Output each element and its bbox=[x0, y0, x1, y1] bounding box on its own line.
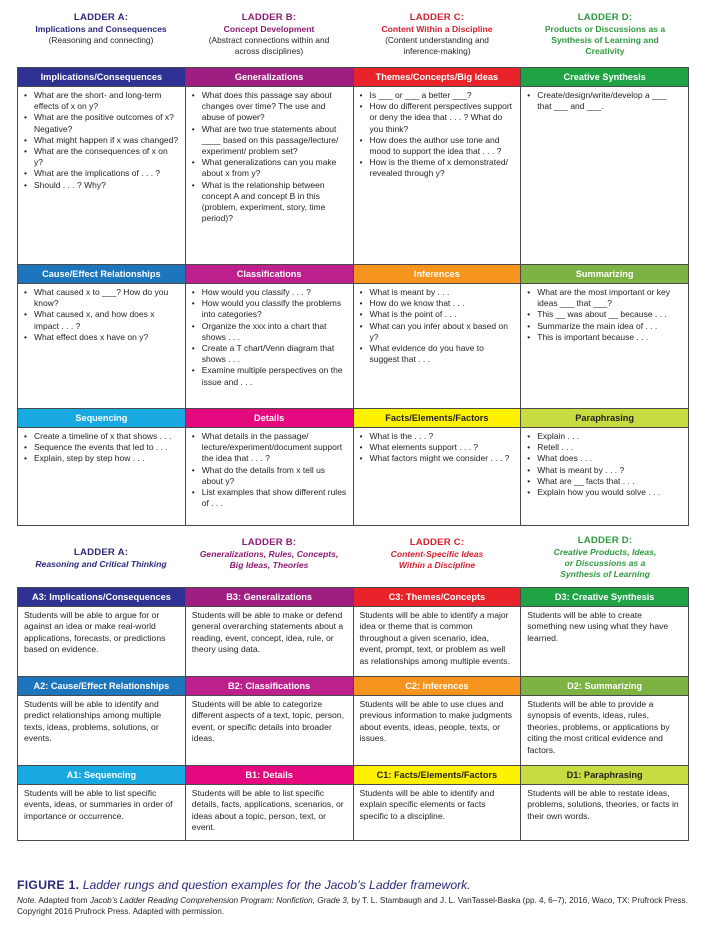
question-item: • What effect does x have on y? bbox=[24, 332, 179, 343]
question-item: • How would you classify . . . ? bbox=[192, 287, 347, 298]
ladder-description: (Content understanding and inference-making) bbox=[385, 35, 489, 56]
ladder-description: (Reasoning and connecting) bbox=[48, 35, 154, 45]
question-item: • What are the short- and long-term effects of x on y? bbox=[24, 90, 179, 112]
question-item: • What are the implications of . . . ? bbox=[24, 168, 179, 179]
ladder-subtitle: Creative Products, Ideas, or Discussions as a Synthesis of Learning bbox=[553, 547, 657, 579]
question-item: • Is ___ or ___ a better ___? bbox=[360, 90, 515, 101]
rung-header: C1: Facts/Elements/Factors bbox=[353, 766, 521, 785]
question-item: • What are two true statements about ____ based on this passage/lecture/ experiment/ problem set? bbox=[192, 124, 347, 158]
question-item: • How do we know that . . . bbox=[360, 298, 515, 309]
rung-header: B1: Details bbox=[185, 766, 353, 785]
ladder-title: LADDER C: bbox=[409, 12, 465, 23]
question-item: • Create/design/write/develop a ___ that ___ and ___. bbox=[527, 90, 682, 112]
objective-cell bbox=[18, 785, 186, 841]
ladder-d-heading bbox=[521, 10, 689, 57]
question-item: • List examples that show different rules of . . . bbox=[192, 487, 347, 509]
ladder-title: LADDER A: bbox=[73, 547, 129, 558]
objective-cell bbox=[353, 607, 521, 677]
question-item: • This __ was about __ because . . . bbox=[527, 309, 682, 320]
question-item: • What details in the passage/ lecture/experiment/document support the idea that . . . ? bbox=[192, 431, 347, 465]
question-item: • What might happen if x was changed? bbox=[24, 135, 179, 146]
objective-text: Students will be able to identify a major idea or theme that is common throughout a given scenario, idea, event, prompt, text, or problem as well as relationships among multiple events. bbox=[359, 610, 510, 666]
ladder-title: LADDER C: bbox=[409, 537, 465, 548]
note-text: by T. L. Stambaugh and J. L. VanTassel-Baska (pp. 4, 6–7), 2016, Waco, TX: Prufrock Press. Copyright 2016 Prufrock Press. Adapted with permission. bbox=[17, 896, 688, 916]
ladder-subtitle: Reasoning and Critical Thinking bbox=[35, 559, 167, 569]
objective-cell bbox=[353, 785, 521, 841]
rung-header: Generalizations bbox=[185, 68, 353, 87]
objective-text: Students will be able to list specific events, ideas, or summaries in order of importance or occurrence. bbox=[24, 788, 173, 821]
objective-text: Students will be able to provide a synopsis of events, ideas, rules, theories, problems, or applications by citing the most critical evidence and factors. bbox=[527, 699, 670, 755]
question-cell bbox=[185, 284, 353, 409]
objective-cell bbox=[353, 696, 521, 766]
question-cell bbox=[185, 428, 353, 526]
question-item: • Should . . . ? Why? bbox=[24, 180, 179, 191]
question-cell bbox=[185, 87, 353, 265]
rung-header: Implications/Consequences bbox=[18, 68, 186, 87]
question-item: • Retell . . . bbox=[527, 442, 682, 453]
objective-cell bbox=[185, 785, 353, 841]
question-cell bbox=[521, 428, 689, 526]
rung-header: Creative Synthesis bbox=[521, 68, 689, 87]
question-cell bbox=[353, 87, 521, 265]
ladder-b-heading bbox=[185, 10, 353, 57]
caption-line bbox=[17, 878, 697, 893]
question-item: • What is meant by . . . bbox=[360, 287, 515, 298]
ladder-subtitle: Content Within a Discipline bbox=[381, 24, 493, 34]
question-item: • What does this passage say about changes over time? The use and abuse of power? bbox=[192, 90, 347, 124]
rung-header: Themes/Concepts/Big Ideas bbox=[353, 68, 521, 87]
objective-cell bbox=[185, 696, 353, 766]
question-item: • Create a T chart/Venn diagram that shows . . . bbox=[192, 343, 347, 365]
question-cell bbox=[521, 284, 689, 409]
rung-header: C3: Themes/Concepts bbox=[353, 588, 521, 607]
rung-header: Inferences bbox=[353, 265, 521, 284]
ladder-d-heading bbox=[521, 535, 689, 580]
objective-text: Students will be able to identify and explain specific elements or facts specific to a discipline. bbox=[359, 788, 495, 821]
question-item: • What do the details from x tell us about y? bbox=[192, 465, 347, 487]
question-item: • This is important because . . . bbox=[527, 332, 682, 343]
question-item: • Organize the xxx into a chart that shows . . . bbox=[192, 321, 347, 343]
question-item: • How does the author use tone and mood to support the idea that . . . ? bbox=[360, 135, 515, 157]
rung-header: Classifications bbox=[185, 265, 353, 284]
question-item: • What elements support . . . ? bbox=[360, 442, 515, 453]
rung-header: C2: Inferences bbox=[353, 677, 521, 696]
question-item: • What are the most important or key ideas ___ that ___? bbox=[527, 287, 682, 309]
objective-cell bbox=[521, 785, 689, 841]
rung-header: B3: Generalizations bbox=[185, 588, 353, 607]
objective-text: Students will be able to identify and predict relationships among multiple texts, ideas, problems, solutions, or events. bbox=[24, 699, 162, 744]
objective-text: Students will be able to make or defend general overarching statements about a reading, event, concept, idea, rule, or theory using data. bbox=[191, 610, 344, 655]
question-item: • How would you classify the problems into categories? bbox=[192, 298, 347, 320]
ladder-subtitle: Products or Discussions as a Synthesis of Learning and Creativity bbox=[544, 24, 666, 56]
rung-header: A2: Cause/Effect Relationships bbox=[18, 677, 186, 696]
question-cell bbox=[353, 428, 521, 526]
question-item: • Explain how you would solve . . . bbox=[527, 487, 682, 498]
question-item: • What generalizations can you make about x from y? bbox=[192, 157, 347, 179]
ladder-description: (Abstract connections within and across disciplines) bbox=[208, 35, 330, 56]
question-item: • What does . . . bbox=[527, 453, 682, 464]
ladder-c-heading bbox=[353, 10, 521, 57]
ladder-subtitle: Concept Development bbox=[223, 24, 315, 34]
question-item: • What caused x, and how does x impact . . . ? bbox=[24, 309, 179, 331]
ladder-title: LADDER A: bbox=[73, 12, 129, 23]
question-cell bbox=[521, 87, 689, 265]
question-item: • How do different perspectives support or deny the idea that . . . ? What do you think? bbox=[360, 101, 515, 135]
question-item: • What factors might we consider . . . ? bbox=[360, 453, 515, 464]
rung-header: Cause/Effect Relationships bbox=[18, 265, 186, 284]
objective-text: Students will be able to argue for or against an idea or make real-world applications, forecasts, or predictions based on evidence. bbox=[24, 610, 166, 655]
question-item: • What are the positive outcomes of x? Negative? bbox=[24, 112, 179, 134]
ladder-title: LADDER D: bbox=[577, 535, 633, 546]
objective-cell bbox=[521, 696, 689, 766]
ladder-title: LADDER B: bbox=[241, 12, 297, 23]
question-item: • How is the theme of x demonstrated/ revealed through y? bbox=[360, 157, 515, 179]
question-item: • What is the point of . . . bbox=[360, 309, 515, 320]
question-item: • What is the relationship between concept A and concept B in this (problem, experiment, story, time period)? bbox=[192, 180, 347, 225]
ladder-b-heading bbox=[185, 535, 353, 580]
objective-text: Students will be able to list specific details, facts, applications, scenarios, or ideas about a topic, person, text, or event. bbox=[191, 788, 344, 833]
objective-cell bbox=[521, 607, 689, 677]
rung-header: Facts/Elements/Factors bbox=[353, 409, 521, 428]
ladder-subtitle: Content-Specific Ideas Within a Discipline bbox=[390, 549, 484, 570]
question-item: • What caused x to ___? How do you know? bbox=[24, 287, 179, 309]
ladder-title: LADDER D: bbox=[577, 12, 633, 23]
question-cell bbox=[18, 428, 186, 526]
rung-header: B2: Classifications bbox=[185, 677, 353, 696]
ladder-c-heading bbox=[353, 535, 521, 580]
rung-header: Paraphrasing bbox=[521, 409, 689, 428]
objective-cell bbox=[18, 696, 186, 766]
figure-caption bbox=[17, 878, 697, 917]
question-item: • Examine multiple perspectives on the issue and . . . bbox=[192, 365, 347, 387]
question-item: • What are the consequences of x on y? bbox=[24, 146, 179, 168]
question-item: • Summarize the main idea of . . . bbox=[527, 321, 682, 332]
bottom-ladder-headings bbox=[17, 535, 689, 580]
question-cell bbox=[18, 284, 186, 409]
note-source-title: Jacob’s Ladder Reading Comprehension Program: Nonfiction, Grade 3, bbox=[89, 896, 350, 905]
objective-text: Students will be able to use clues and previous information to make judgments about events, ideas, people, texts, or issues. bbox=[359, 699, 512, 744]
rung-header: D2: Summarizing bbox=[521, 677, 689, 696]
source-note bbox=[17, 896, 697, 917]
note-text: Adapted from bbox=[36, 896, 90, 905]
rung-header: A1: Sequencing bbox=[18, 766, 186, 785]
objective-text: Students will be able to create something new using what they have learned. bbox=[527, 610, 669, 643]
question-item: • Sequence the events that led to . . . bbox=[24, 442, 179, 453]
question-cell bbox=[18, 87, 186, 265]
objective-text: Students will be able to restate ideas, problems, solutions, theories, or facts in their own words. bbox=[527, 788, 679, 821]
objective-cell bbox=[18, 607, 186, 677]
rung-header: D3: Creative Synthesis bbox=[521, 588, 689, 607]
rung-header: A3: Implications/Consequences bbox=[18, 588, 186, 607]
question-item: • What are __ facts that . . . bbox=[527, 476, 682, 487]
ladder-a-heading bbox=[17, 535, 185, 580]
question-item: • What is the . . . ? bbox=[360, 431, 515, 442]
rung-header: Details bbox=[185, 409, 353, 428]
ladder-a-heading bbox=[17, 10, 185, 57]
question-item: • Create a timeline of x that shows . . . bbox=[24, 431, 179, 442]
rung-header: Sequencing bbox=[18, 409, 186, 428]
question-item: • Explain . . . bbox=[527, 431, 682, 442]
objective-cell bbox=[185, 607, 353, 677]
question-item: • What evidence do you have to suggest that . . . bbox=[360, 343, 515, 365]
note-lead: Note. bbox=[17, 896, 37, 905]
top-ladder-headings bbox=[17, 10, 689, 57]
ladder-title: LADDER B: bbox=[241, 537, 297, 548]
question-examples-table bbox=[17, 67, 689, 526]
objective-text: Students will be able to categorize different aspects of a text, topic, person, event, or specific details into broader ideas. bbox=[191, 699, 344, 744]
question-cell bbox=[353, 284, 521, 409]
question-item: • What can you infer about x based on y? bbox=[360, 321, 515, 343]
figure-label: FIGURE 1. bbox=[17, 878, 80, 892]
question-item: • What is meant by . . . ? bbox=[527, 465, 682, 476]
ladder-subtitle: Generalizations, Rules, Concepts, Big Ideas, Theories bbox=[199, 549, 339, 570]
rung-header: D1: Paraphrasing bbox=[521, 766, 689, 785]
learning-objectives-table bbox=[17, 587, 689, 841]
ladder-subtitle: Implications and Consequences bbox=[35, 24, 167, 34]
caption-text: Ladder rungs and question examples for the Jacob’s Ladder framework. bbox=[82, 878, 471, 892]
rung-header: Summarizing bbox=[521, 265, 689, 284]
question-item: • Explain, step by step how . . . bbox=[24, 453, 179, 464]
